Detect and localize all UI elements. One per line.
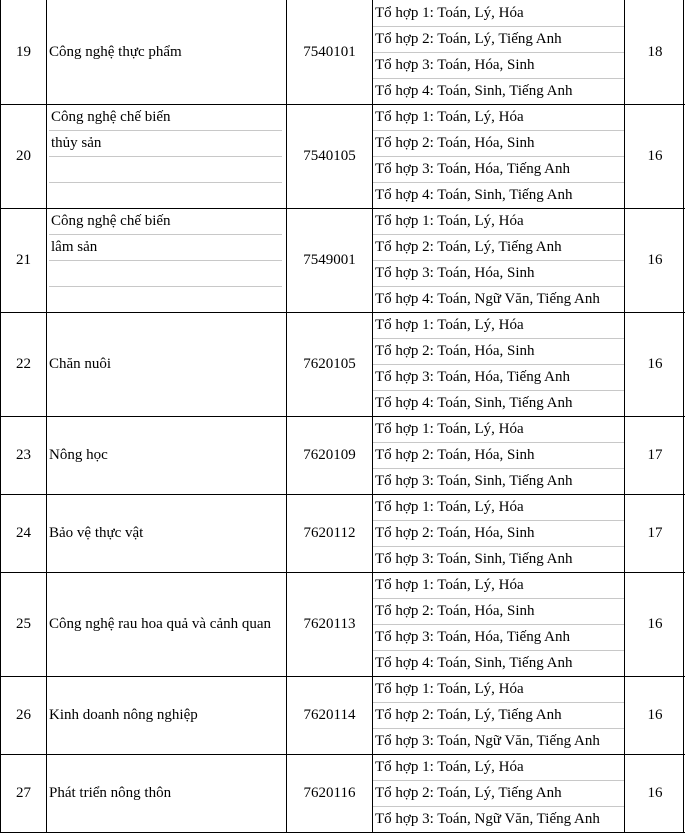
admission-score: 17 — [647, 524, 663, 541]
table-row — [0, 312, 685, 416]
subject-combination: Tổ hợp 3: Toán, Ngữ Văn, Tiếng Anh — [375, 811, 600, 827]
subject-combination: Tổ hợp 4: Toán, Sinh, Tiếng Anh — [375, 395, 573, 411]
major-name-line: thủy sản — [49, 130, 282, 157]
subject-combination: Tổ hợp 4: Toán, Sinh, Tiếng Anh — [375, 187, 573, 203]
major-code: 7620113 — [287, 572, 373, 676]
admission-score: 17 — [647, 446, 663, 463]
subject-combination: Tổ hợp 2: Toán, Hóa, Sinh — [373, 130, 624, 157]
subject-combination: Tổ hợp 3: Toán, Hóa, Tiếng Anh — [373, 364, 624, 391]
major-name-line: Công nghệ chế biến — [49, 208, 282, 235]
admission-score: 16 — [647, 251, 663, 268]
subject-combination: Tổ hợp 2: Toán, Hóa, Sinh — [373, 338, 624, 365]
table-row — [0, 494, 685, 572]
subject-combinations — [373, 208, 625, 312]
subject-combination: Tổ hợp 4: Toán, Sinh, Tiếng Anh — [375, 83, 573, 99]
subject-combinations — [373, 754, 625, 832]
subject-combination: Tổ hợp 1: Toán, Lý, Hóa — [373, 676, 624, 703]
subject-combinations — [373, 416, 625, 494]
major-code: 7549001 — [287, 208, 373, 312]
major-name: Nông học — [47, 416, 287, 494]
subject-combination: Tổ hợp 3: Toán, Hóa, Sinh — [373, 260, 624, 287]
subject-combination: Tổ hợp 1: Toán, Lý, Hóa — [373, 312, 624, 339]
subject-combination: Tổ hợp 3: Toán, Sinh, Tiếng Anh — [375, 551, 573, 567]
table-row — [0, 104, 685, 208]
table-row — [0, 208, 685, 312]
major-name — [47, 104, 287, 208]
subject-combinations — [373, 572, 625, 676]
major-code: 7620116 — [287, 754, 373, 832]
major-name: Công nghệ rau hoa quả và cảnh quan — [47, 572, 287, 676]
subject-combination: Tổ hợp 2: Toán, Lý, Tiếng Anh — [373, 780, 624, 807]
subject-combination: Tổ hợp 2: Toán, Lý, Tiếng Anh — [373, 702, 624, 729]
row-number: 25 — [0, 572, 47, 676]
major-name-line — [49, 260, 282, 287]
major-name: Phát triển nông thôn — [47, 754, 287, 832]
table-row — [0, 572, 685, 676]
admission-score: 16 — [647, 784, 663, 801]
admission-score: 16 — [647, 615, 663, 632]
subject-combinations — [373, 312, 625, 416]
subject-combination: Tổ hợp 2: Toán, Hóa, Sinh — [373, 520, 624, 547]
subject-combination: Tổ hợp 1: Toán, Lý, Hóa — [373, 104, 624, 131]
major-name: Công nghệ thực phẩm — [47, 0, 287, 104]
table-row — [0, 676, 685, 754]
subject-combination: Tổ hợp 2: Toán, Lý, Tiếng Anh — [373, 26, 624, 53]
subject-combination: Tổ hợp 1: Toán, Lý, Hóa — [373, 572, 624, 599]
subject-combination: Tổ hợp 2: Toán, Lý, Tiếng Anh — [373, 234, 624, 261]
admission-score: 18 — [647, 43, 663, 60]
row-number: 24 — [0, 494, 47, 572]
major-name-line — [49, 286, 282, 312]
major-name — [47, 208, 287, 312]
subject-combination: Tổ hợp 2: Toán, Hóa, Sinh — [373, 598, 624, 625]
subject-combinations — [373, 494, 625, 572]
major-code: 7540101 — [287, 0, 373, 104]
major-name-line — [49, 182, 282, 208]
table-row — [0, 754, 685, 832]
admission-score: 16 — [647, 706, 663, 723]
row-number: 19 — [0, 0, 47, 104]
row-number: 27 — [0, 754, 47, 832]
subject-combination: Tổ hợp 3: Toán, Hóa, Tiếng Anh — [373, 156, 624, 183]
subject-combination: Tổ hợp 4: Toán, Ngữ Văn, Tiếng Anh — [375, 291, 600, 307]
row-number: 21 — [0, 208, 47, 312]
table-right-border — [683, 0, 684, 832]
major-name: Bảo vệ thực vật — [47, 494, 287, 572]
major-name-line: lâm sản — [49, 234, 282, 261]
subject-combinations — [373, 676, 625, 754]
major-name-line — [49, 156, 282, 183]
subject-combination: Tổ hợp 2: Toán, Hóa, Sinh — [373, 442, 624, 469]
subject-combinations — [373, 0, 625, 104]
major-code: 7620109 — [287, 416, 373, 494]
subject-combination: Tổ hợp 3: Toán, Sinh, Tiếng Anh — [375, 473, 573, 489]
subject-combination: Tổ hợp 1: Toán, Lý, Hóa — [373, 416, 624, 443]
admission-score: 16 — [647, 147, 663, 164]
subject-combinations — [373, 104, 625, 208]
major-name-line: Công nghệ chế biến — [49, 104, 282, 131]
subject-combination: Tổ hợp 1: Toán, Lý, Hóa — [373, 754, 624, 781]
subject-combination: Tổ hợp 3: Toán, Ngữ Văn, Tiếng Anh — [375, 733, 600, 749]
table-row — [0, 0, 685, 104]
major-code: 7620105 — [287, 312, 373, 416]
major-code: 7620114 — [287, 676, 373, 754]
major-code: 7540105 — [287, 104, 373, 208]
subject-combination: Tổ hợp 4: Toán, Sinh, Tiếng Anh — [375, 655, 573, 671]
row-number: 26 — [0, 676, 47, 754]
major-name: Kinh doanh nông nghiệp — [47, 676, 287, 754]
subject-combination: Tổ hợp 1: Toán, Lý, Hóa — [373, 0, 624, 27]
subject-combination: Tổ hợp 3: Toán, Hóa, Tiếng Anh — [373, 624, 624, 651]
row-number: 22 — [0, 312, 47, 416]
table-row — [0, 416, 685, 494]
row-number: 20 — [0, 104, 47, 208]
subject-combination: Tổ hợp 1: Toán, Lý, Hóa — [373, 494, 624, 521]
major-name: Chăn nuôi — [47, 312, 287, 416]
subject-combination: Tổ hợp 1: Toán, Lý, Hóa — [373, 208, 624, 235]
subject-combination: Tổ hợp 3: Toán, Hóa, Sinh — [373, 52, 624, 79]
major-code: 7620112 — [287, 494, 373, 572]
row-number: 23 — [0, 416, 47, 494]
admission-score: 16 — [647, 355, 663, 372]
